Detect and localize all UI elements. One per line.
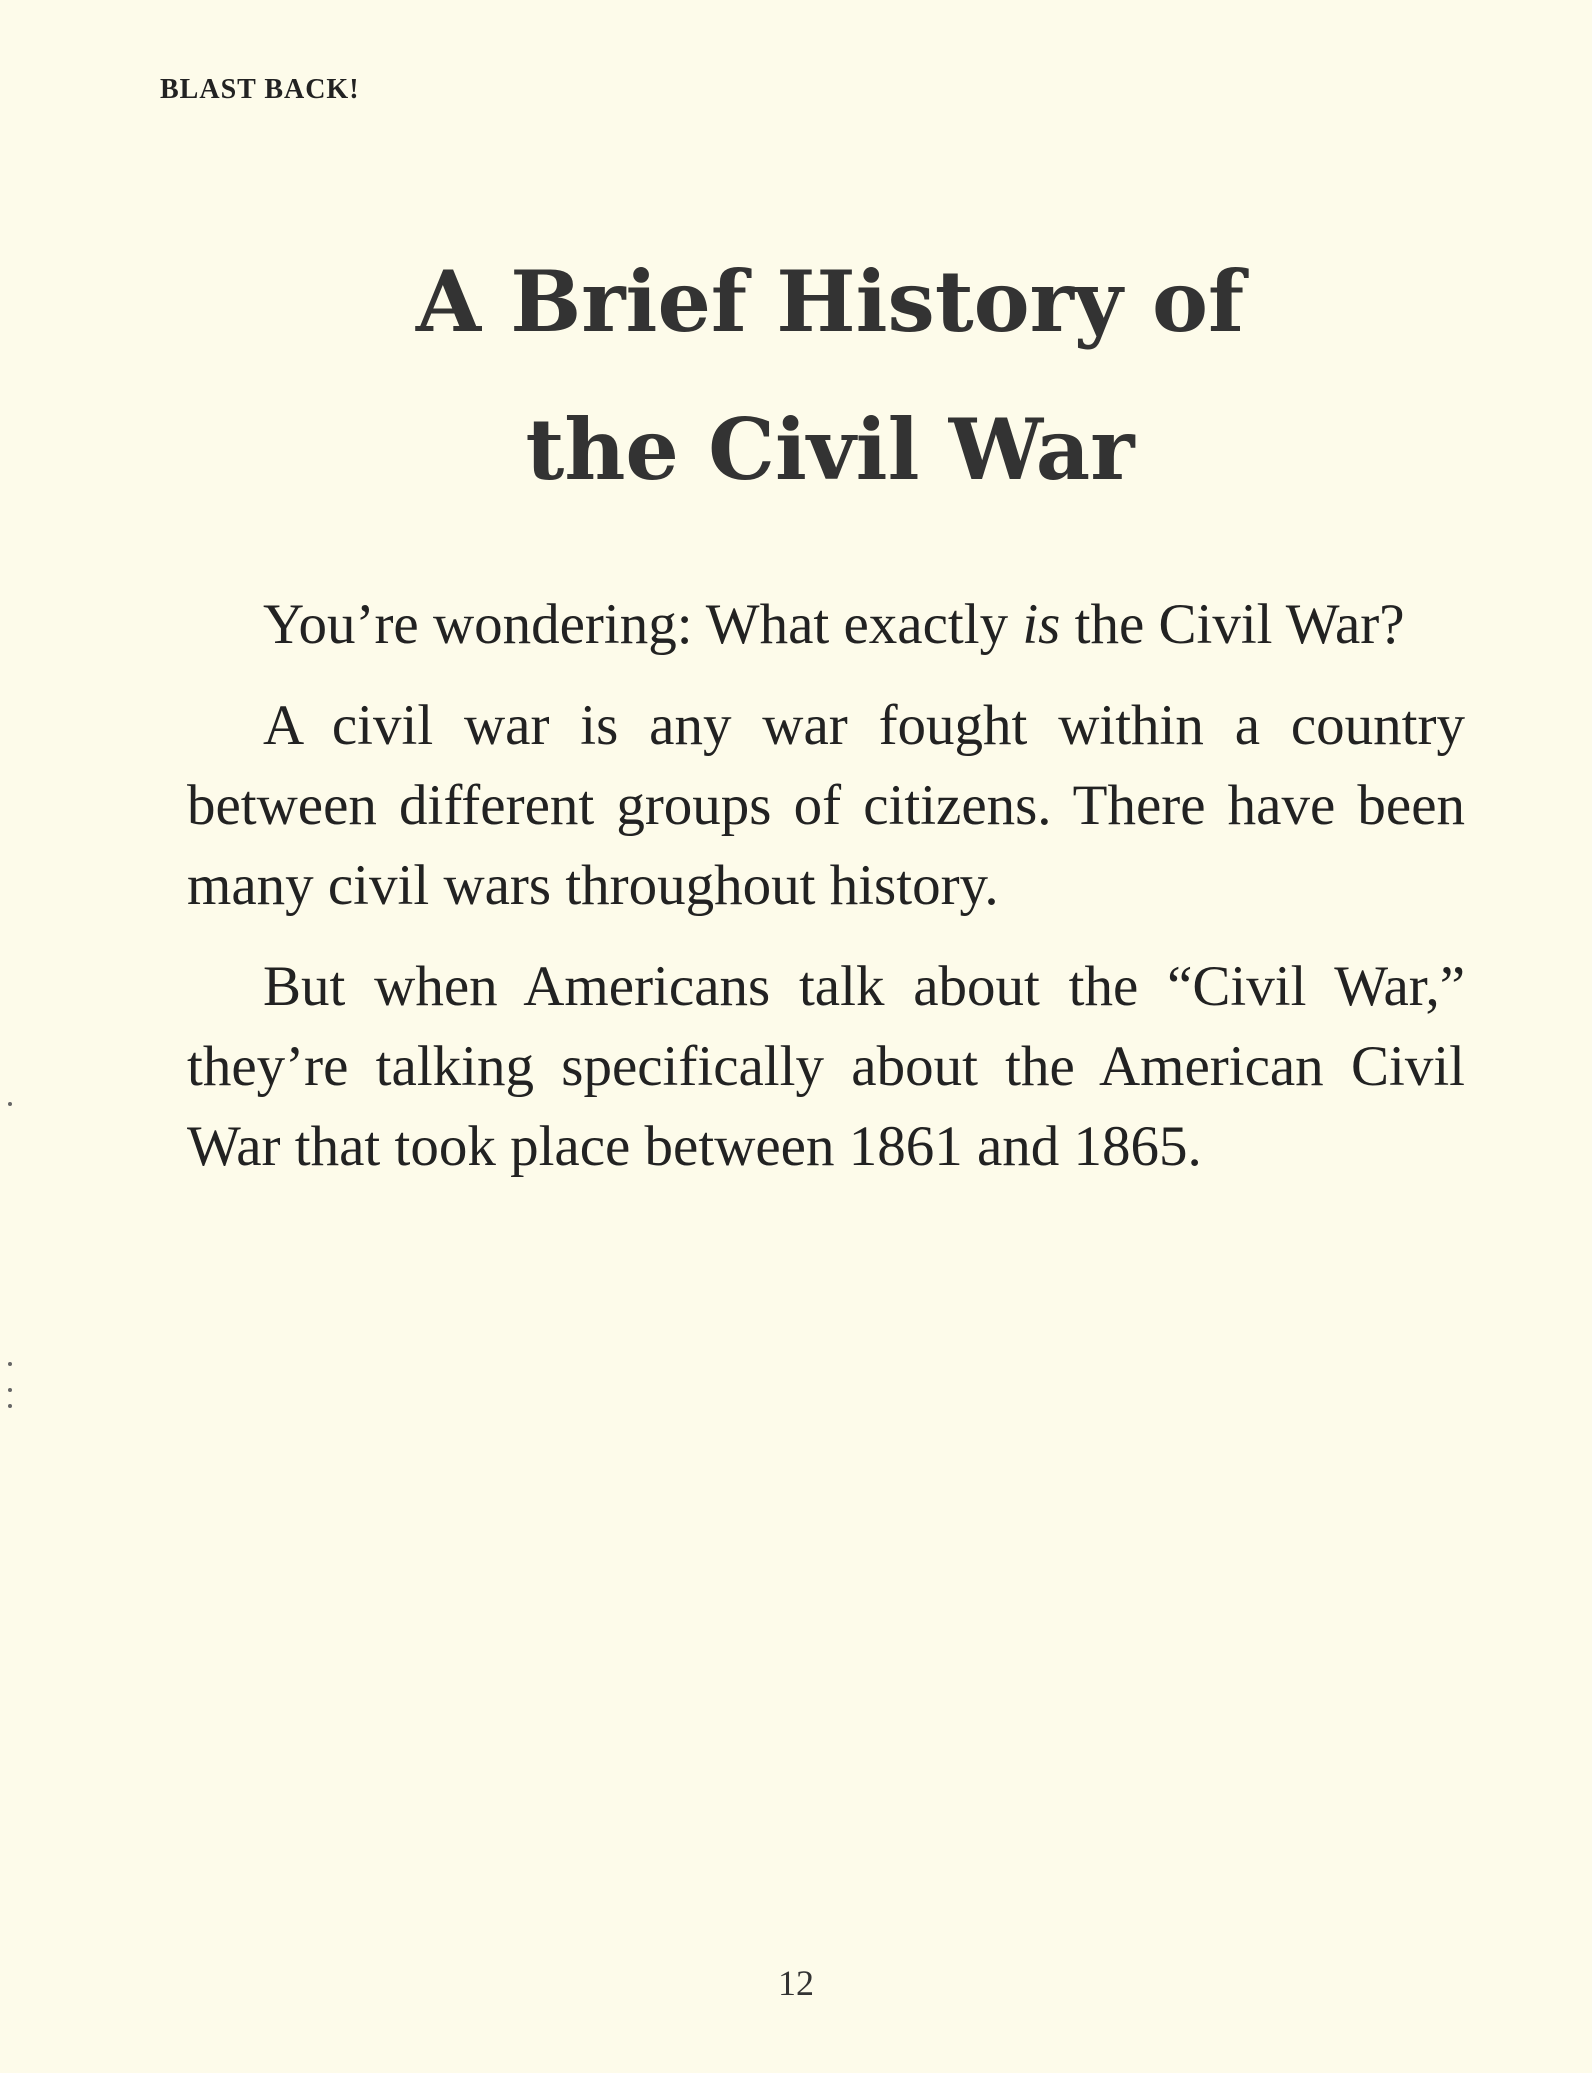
paragraph-1 [187,585,1465,665]
paragraph-3: But when Americans talk about the “Civil War,” they’re talking specifically about the American Civil War that took place between 1861 and 1865. [187,955,1465,1178]
scan-speck [8,1404,12,1408]
running-head: BLAST BACK! [160,74,360,105]
paragraph-2: A civil war is any war fought within a country between different groups of citizens. There have been many civil wars throughout history. [187,694,1465,917]
paragraph-1-emphasis: is [1022,593,1061,656]
scan-speck [8,1102,12,1106]
paragraph-1-end: the Civil War? [1060,593,1405,656]
page-number: 12 [778,1963,814,2003]
chapter-title [160,228,1500,524]
paragraph-1-start: You’re wondering: What exactly [263,593,1023,656]
scan-speck [8,1388,12,1392]
scan-speck [8,1362,12,1366]
chapter-title-line-1: A Brief History of [415,252,1245,351]
chapter-title-line-2: the Civil War [525,400,1135,499]
body-text [187,585,1465,1208]
